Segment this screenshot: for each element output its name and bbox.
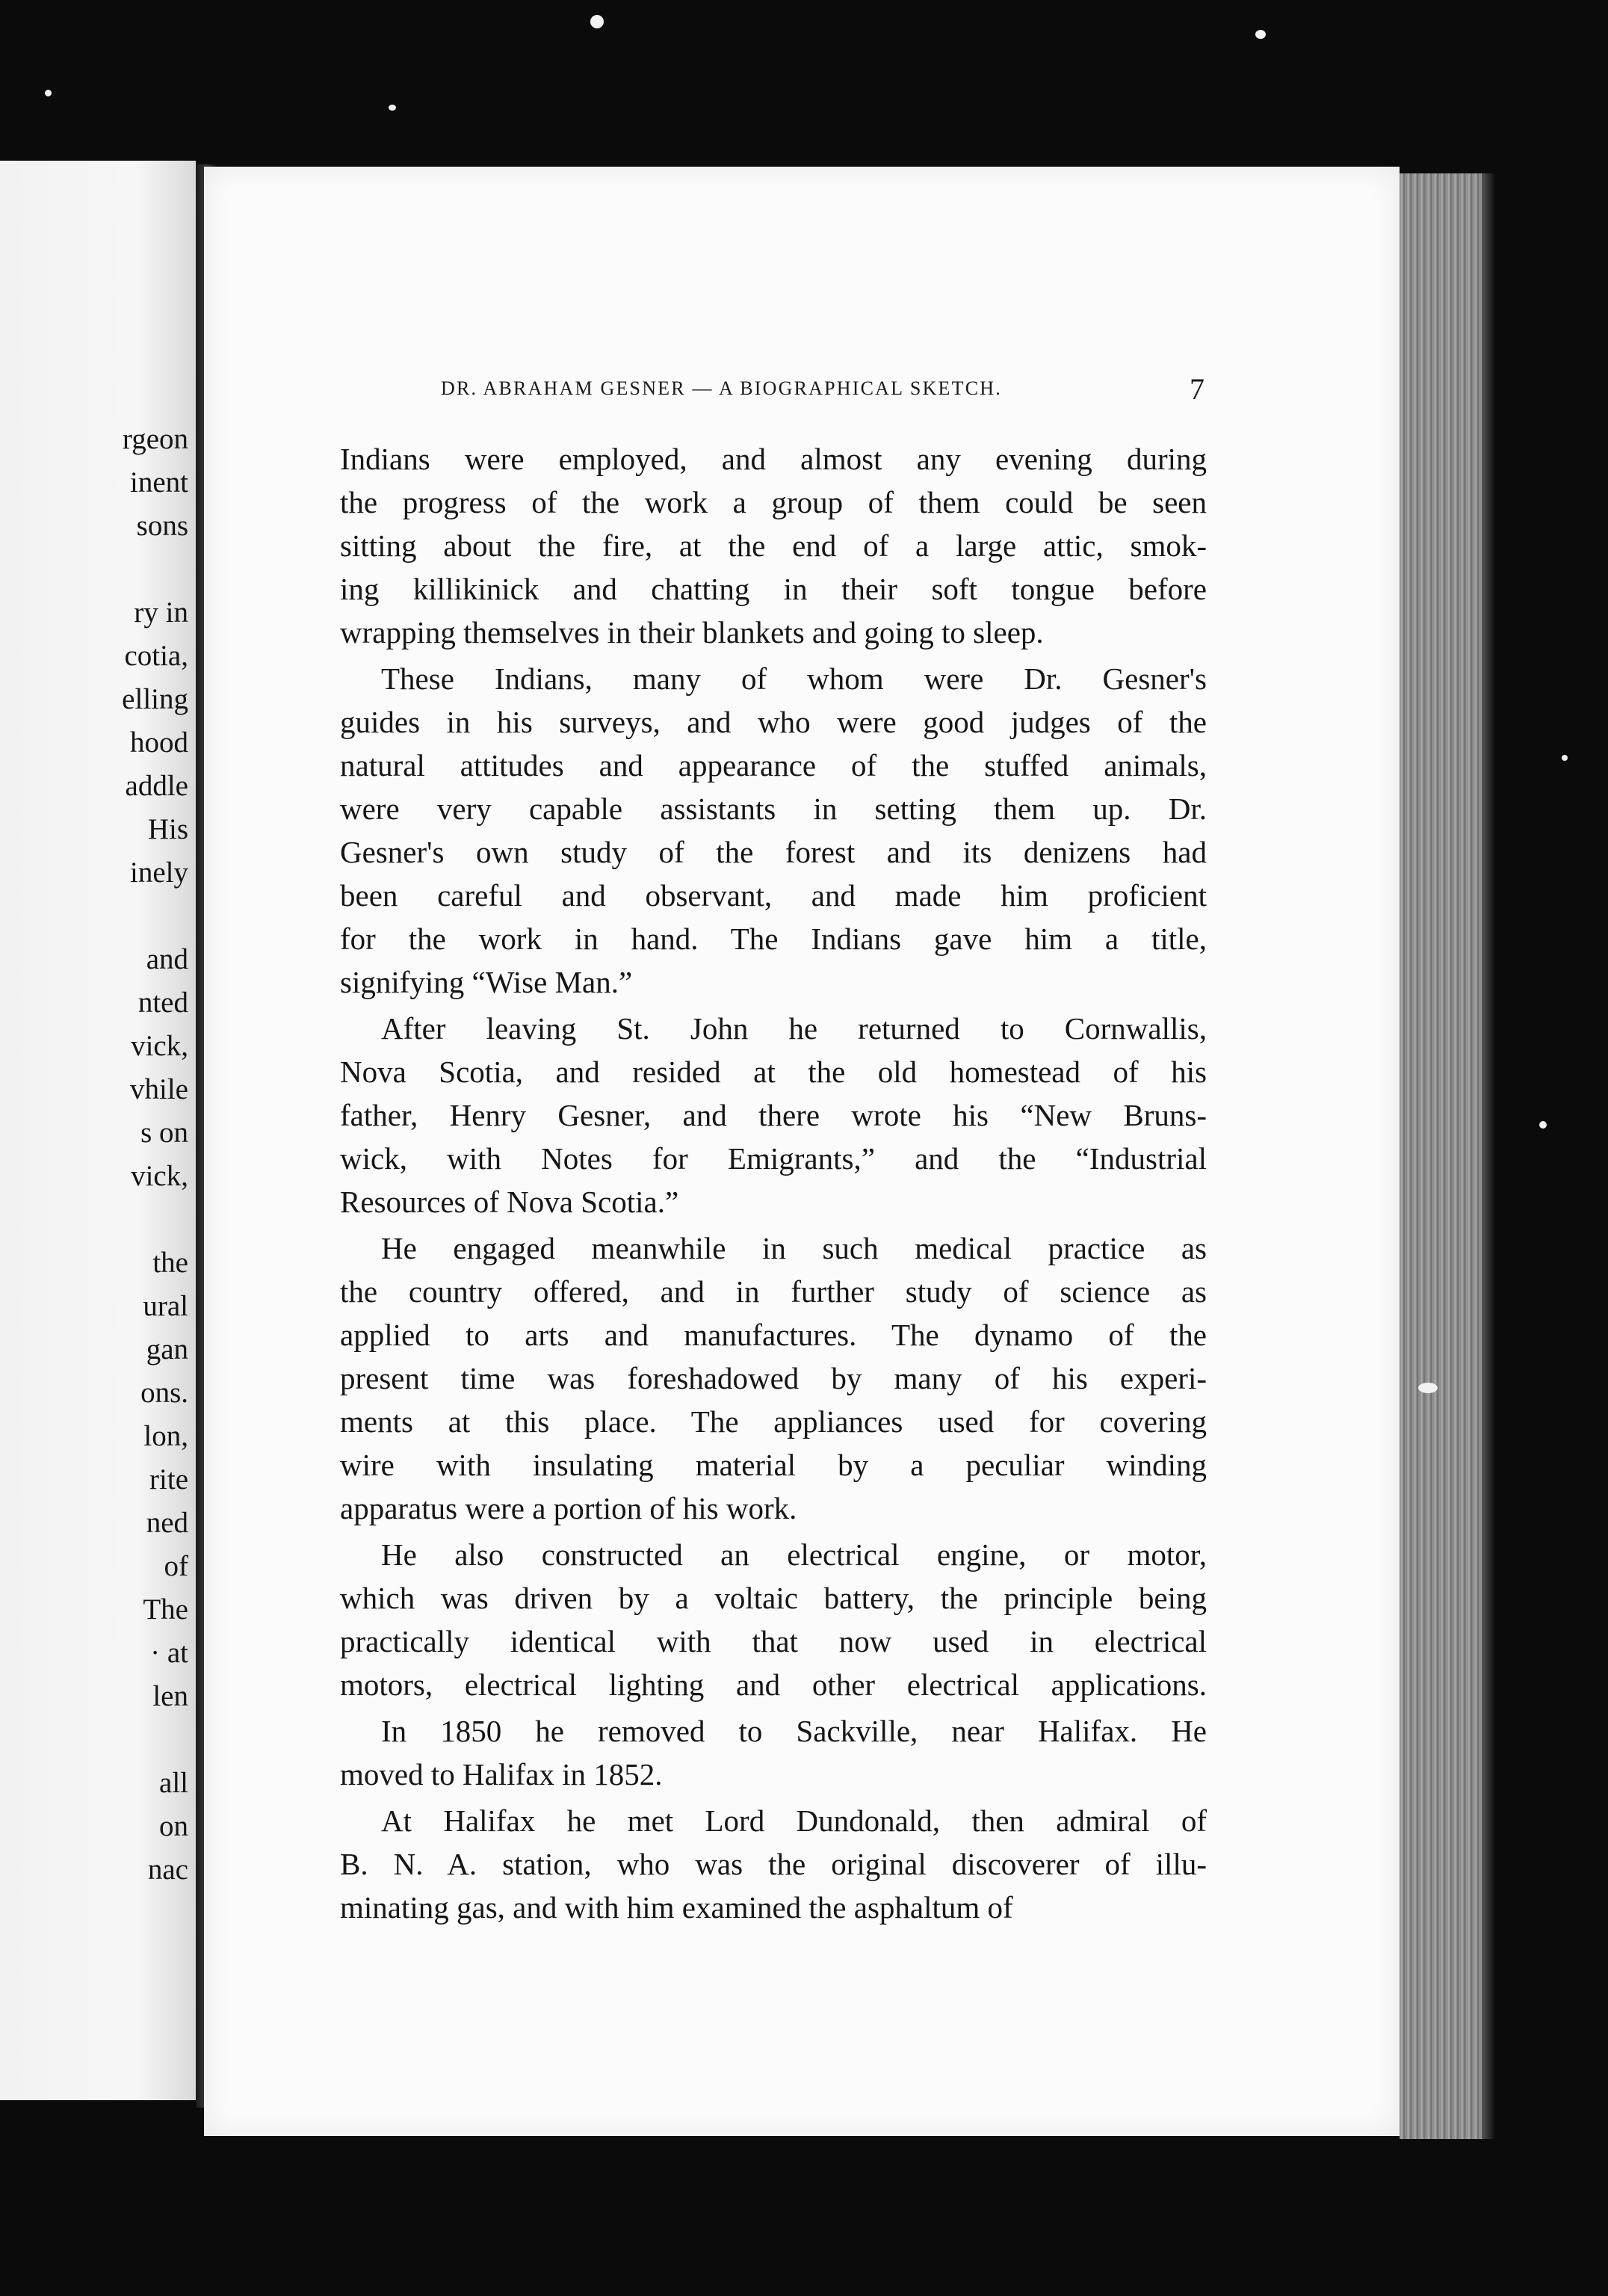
text-line: apparatus were a portion of his work. xyxy=(340,1491,797,1525)
dust-speck xyxy=(389,105,396,111)
text-line: been careful and observant, and made him proficient xyxy=(340,878,1207,913)
left-page-line-fragment: vick, xyxy=(131,1030,188,1062)
left-page-line-fragment: of xyxy=(164,1550,188,1582)
running-head: DR. ABRAHAM GESNER — A BIOGRAPHICAL SKETCH. xyxy=(441,377,1002,399)
page-edges xyxy=(1400,173,1482,2139)
left-page-line-fragment: His xyxy=(147,813,188,845)
dust-speck xyxy=(590,15,604,28)
text-line: Resources of Nova Scotia.” xyxy=(340,1185,679,1219)
text-line: ments at this place. The appliances used for covering xyxy=(340,1404,1207,1439)
text-line: guides in his surveys, and who were good judges of the xyxy=(340,705,1207,739)
text-line: Nova Scotia, and resided at the old homestead of his xyxy=(340,1055,1207,1089)
text-line: present time was foreshadowed by many of his experi- xyxy=(340,1361,1207,1395)
left-page-line-fragment: len xyxy=(152,1680,188,1712)
text-line: applied to arts and manufactures. The dynamo of the xyxy=(340,1318,1207,1352)
text-line: Gesner's own study of the forest and its denizens had xyxy=(340,835,1207,869)
text-line: the country offered, and in further study of science as xyxy=(340,1274,1207,1309)
left-page-line-fragment: vhile xyxy=(130,1073,188,1105)
text-line: Indians were employed, and almost any evening during xyxy=(340,442,1207,476)
left-page-line-fragment: rite xyxy=(149,1463,188,1496)
text-line: He also constructed an electrical engine, or motor, xyxy=(381,1537,1207,1572)
left-page-line-fragment: sons xyxy=(136,510,188,542)
left-page-line-fragment: lon, xyxy=(143,1420,188,1452)
text-line: wire with insulating material by a peculiar winding xyxy=(340,1448,1207,1482)
page-number: 7 xyxy=(1190,372,1205,406)
left-page-line-fragment: hood xyxy=(130,726,188,759)
text-line: ing killikinick and chatting in their soft tongue before xyxy=(340,572,1207,606)
text-line: signifying “Wise Man.” xyxy=(340,965,633,999)
left-page-line-fragment: The xyxy=(143,1593,188,1626)
text-line: natural attitudes and appearance of the stuffed animals, xyxy=(340,748,1207,783)
dust-speck xyxy=(1255,30,1266,39)
left-page-line-fragment: addle xyxy=(125,770,188,802)
left-page-line-fragment: all xyxy=(159,1767,188,1799)
text-line: for the work in hand. The Indians gave him a title, xyxy=(340,922,1207,956)
text-line: sitting about the fire, at the end of a large attic, smok- xyxy=(340,528,1207,563)
left-page-line-fragment: on xyxy=(159,1810,188,1842)
text-line: He engaged meanwhile in such medical practice as xyxy=(381,1231,1207,1265)
left-page-line-fragment: cotia, xyxy=(124,640,188,672)
text-line: were very capable assistants in setting them up. Dr. xyxy=(340,791,1207,826)
left-page-line-fragment: inely xyxy=(130,857,188,889)
left-page-line-fragment: ons. xyxy=(140,1377,188,1409)
text-line: In 1850 he removed to Sackville, near Halifax. He xyxy=(381,1714,1207,1748)
left-page-line-fragment: elling xyxy=(122,683,188,715)
text-line: motors, electrical lighting and other electrical applications. xyxy=(340,1667,1207,1702)
left-page-line-fragment: and xyxy=(146,943,188,975)
dust-speck xyxy=(45,90,52,96)
left-page-line-fragment: vick, xyxy=(131,1160,188,1192)
text-line: B. N. A. station, who was the original discoverer of illu- xyxy=(340,1847,1207,1881)
left-page-line-fragment: · at xyxy=(150,1637,188,1669)
dust-speck xyxy=(1539,1121,1547,1129)
left-page-line-fragment: nac xyxy=(147,1854,188,1886)
left-page-line-fragment: s on xyxy=(140,1117,188,1149)
left-page-line-fragment: ry in xyxy=(134,596,188,629)
text-line: At Halifax he met Lord Dundonald, then admiral of xyxy=(381,1803,1207,1838)
text-line: the progress of the work a group of them could be seen xyxy=(340,485,1207,519)
left-page-line-fragment: ural xyxy=(143,1290,188,1322)
left-page-line-fragment: inent xyxy=(130,466,188,499)
text-line: practically identical with that now used in electrical xyxy=(340,1624,1207,1658)
left-page-line-fragment: rgeon xyxy=(122,423,188,455)
left-page-line-fragment: ned xyxy=(146,1507,188,1539)
left-page-line-fragment: the xyxy=(152,1247,188,1279)
text-line: which was driven by a voltaic battery, the principle being xyxy=(340,1581,1207,1615)
left-page-line-fragment: gan xyxy=(146,1333,188,1365)
text-line: moved to Halifax in 1852. xyxy=(340,1757,663,1792)
text-line: minating gas, and with him examined the asphaltum of xyxy=(340,1890,1013,1925)
page-edges-shadow xyxy=(1482,173,1495,2139)
left-page-line-fragment: nted xyxy=(137,987,188,1019)
dust-speck xyxy=(1418,1383,1438,1393)
text-line: wrapping themselves in their blankets and going to sleep. xyxy=(340,615,1044,649)
text-line: These Indians, many of whom were Dr. Gesner's xyxy=(381,661,1207,696)
dust-speck xyxy=(1562,755,1568,761)
text-line: After leaving St. John he returned to Cornwallis, xyxy=(381,1011,1207,1046)
text-line: wick, with Notes for Emigrants,” and the “Industrial xyxy=(340,1141,1207,1176)
text-line: father, Henry Gesner, and there wrote his “New Bruns- xyxy=(340,1098,1207,1132)
